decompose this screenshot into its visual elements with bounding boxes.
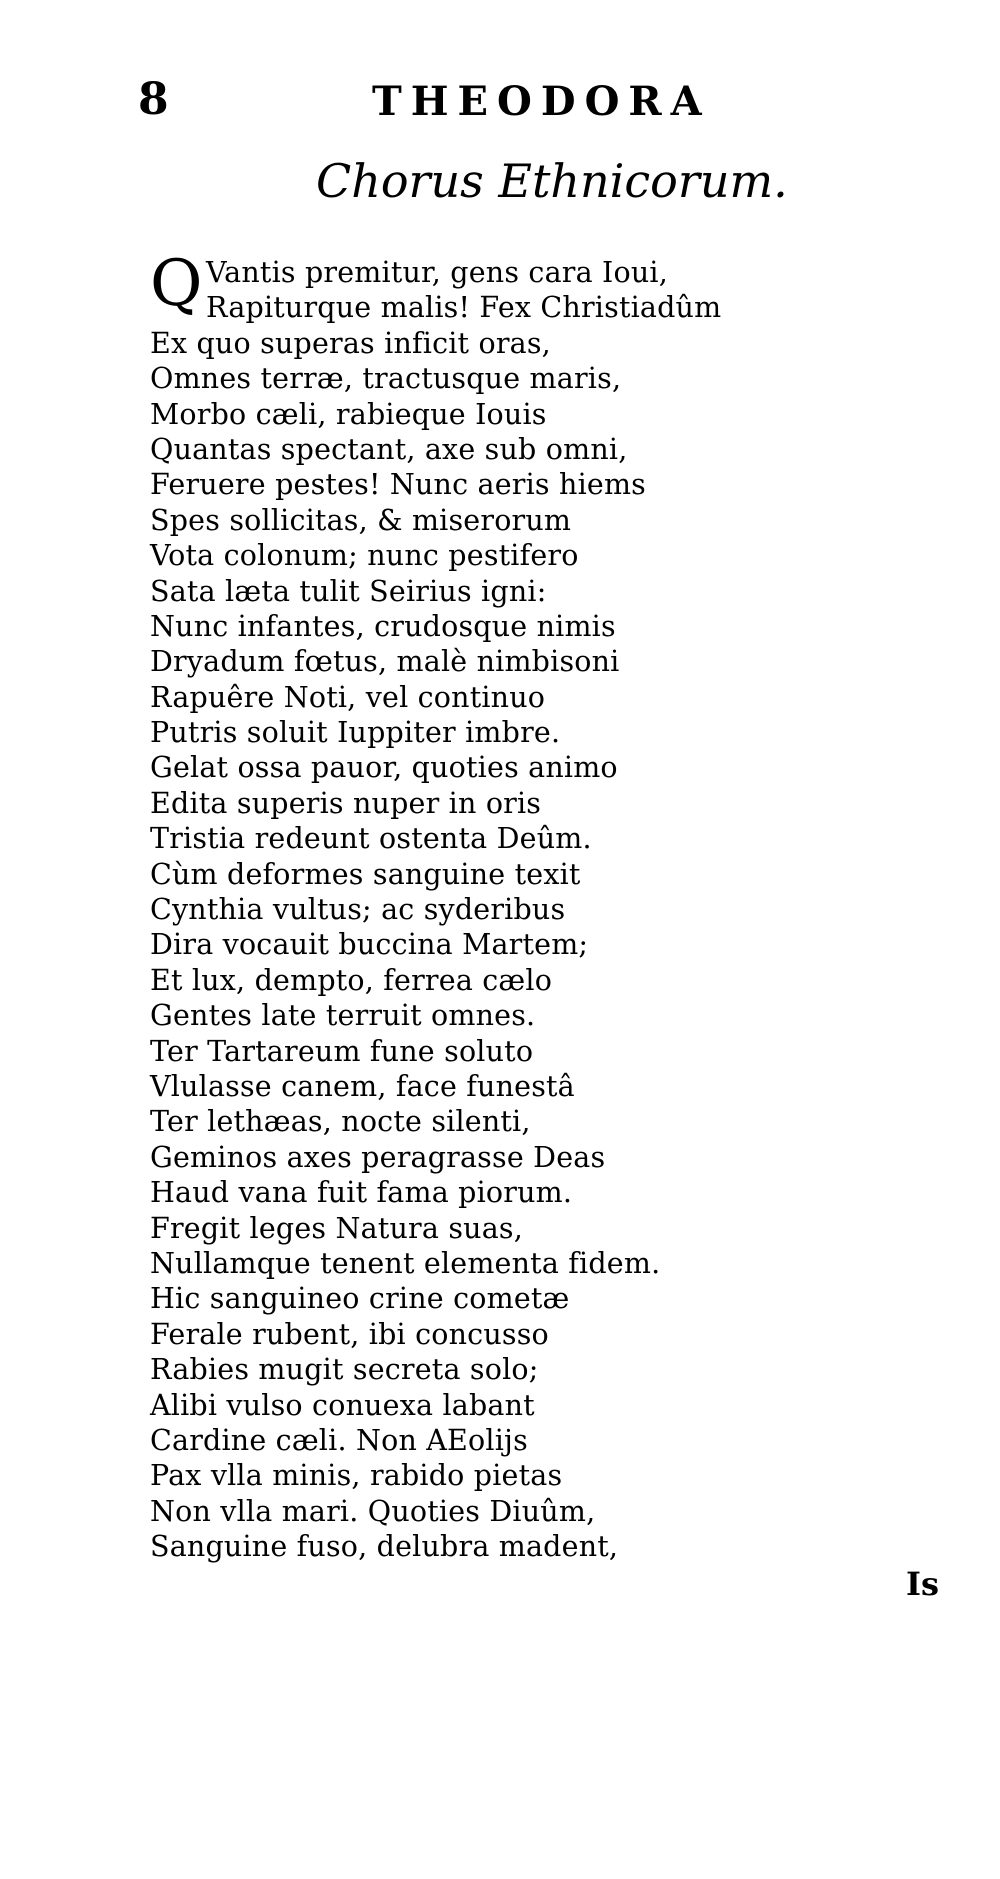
- verse-line: Ter Tartareum fune soluto: [150, 1034, 534, 1068]
- verse-line: Nunc infantes, crudosque nimis: [150, 609, 616, 643]
- verse-line: Alibi vulso conuexa labant: [150, 1388, 535, 1422]
- verse-line: Non vlla mari. Quoties Diuûm,: [150, 1494, 596, 1528]
- verse-line: Putris soluit Iuppiter imbre.: [150, 716, 561, 750]
- verse-line: Rabies mugit secreta solo;: [150, 1353, 539, 1387]
- verse-line: Cardine cæli. Non AEolijs: [150, 1423, 528, 1457]
- verse-line: Dryadum fœtus, malè nimbisoni: [150, 645, 620, 679]
- verse-line: Edita superis nuper in oris: [150, 786, 542, 820]
- verse-line: Geminos axes peragrasse Deas: [150, 1140, 606, 1174]
- section-title: Chorus Ethnicorum.: [316, 154, 788, 208]
- verse-line: Spes sollicitas, & miserorum: [150, 503, 572, 537]
- running-head: THEODORA: [372, 78, 711, 125]
- verse-line: Ferale rubent, ibi concusso: [150, 1317, 549, 1351]
- verse-line: Quantas spectant, axe sub omni,: [150, 432, 628, 466]
- page-number: 8: [138, 74, 169, 125]
- verse-block: [150, 247, 770, 1564]
- verse-line: Morbo cæli, rabieque Iouis: [150, 397, 547, 431]
- verse-line: Gentes late terruit omnes.: [150, 999, 536, 1033]
- catchword: Is: [906, 1565, 939, 1603]
- verse-line: Dira vocauit buccina Martem;: [150, 928, 589, 962]
- verse-line: Et lux, dempto, ferrea cælo: [150, 963, 553, 997]
- verse-line: Rapiturque malis! Fex Christiadûm: [206, 291, 722, 325]
- verse-line: Ex quo superas inficit oras,: [150, 326, 551, 360]
- verse-line: Haud vana fuit fama piorum.: [150, 1176, 573, 1210]
- verse-line: Gelat ossa pauor, quoties animo: [150, 751, 618, 785]
- verse-line: Fregit leges Natura suas,: [150, 1211, 523, 1245]
- verse-line: Nullamque tenent elementa fidem.: [150, 1246, 661, 1280]
- verse-line: Hic sanguineo crine cometæ: [150, 1282, 570, 1316]
- verse-line: Rapuêre Noti, vel continuo: [150, 680, 546, 714]
- verse-line: Ter lethæas, nocte silenti,: [150, 1105, 531, 1139]
- verse-line: Vlulasse canem, face funestâ: [150, 1069, 575, 1103]
- verse-line: Sanguine fuso, delubra madent,: [150, 1530, 619, 1564]
- verse-line: Omnes terræ, tractusque maris,: [150, 362, 622, 396]
- verse-line: Sata læta tulit Seirius igni:: [150, 574, 547, 608]
- verse-line: Vota colonum; nunc pestifero: [150, 539, 579, 573]
- verse-line: Feruere pestes! Nunc aeris hiems: [150, 468, 647, 502]
- verse-line: Tristia redeunt ostenta Deûm.: [150, 822, 592, 856]
- verse-line: Pax vlla minis, rabido pietas: [150, 1459, 563, 1493]
- drop-cap: Q: [150, 247, 203, 321]
- verse-line-text: Vantis premitur, gens cara Ioui,: [206, 256, 668, 289]
- verse-line: Cynthia vultus; ac syderibus: [150, 893, 566, 927]
- verse-line: Cùm deformes sanguine texit: [150, 857, 581, 891]
